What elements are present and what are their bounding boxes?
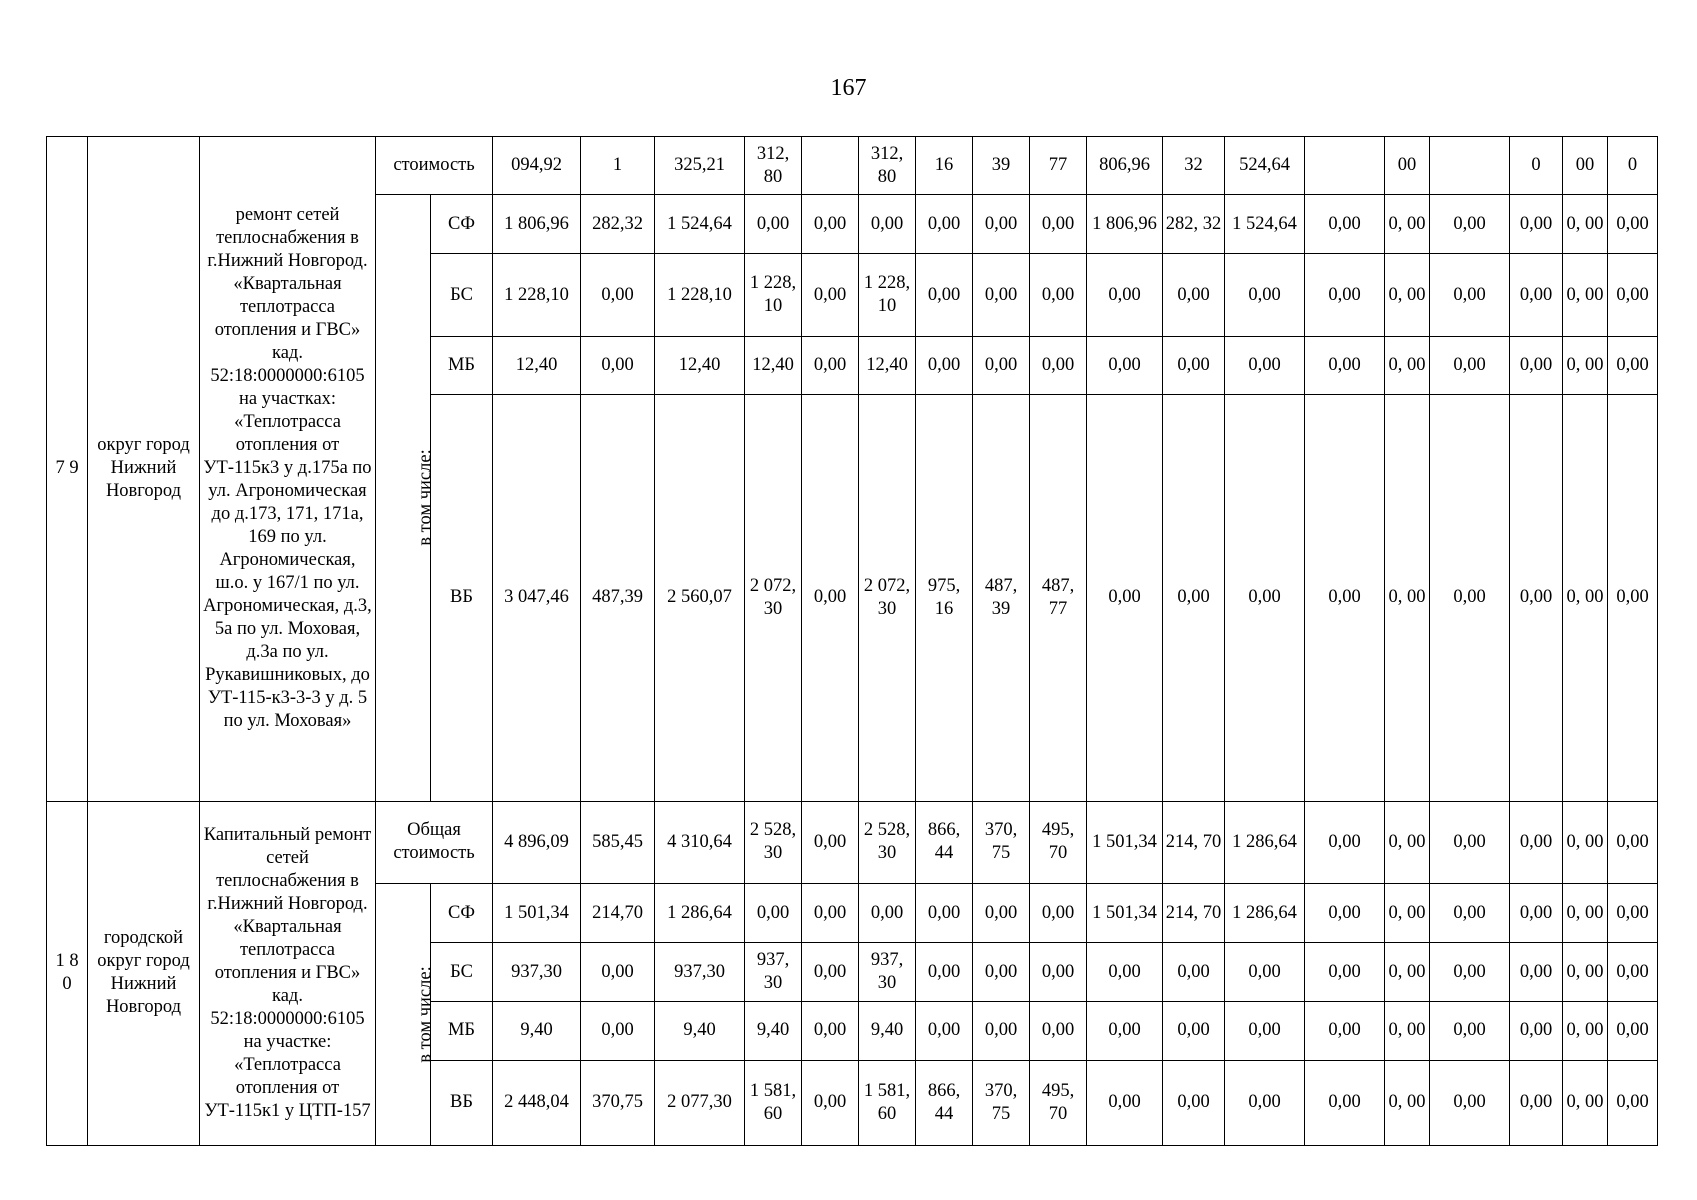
value-cell: 0, 00: [1563, 394, 1608, 801]
value-cell: 1 806,96: [493, 195, 581, 254]
value-cell: 0, 00: [1563, 254, 1608, 336]
financing-table: [46, 136, 1658, 1146]
value-cell: 12,40: [745, 336, 802, 394]
value-cell: 0, 00: [1385, 1060, 1430, 1145]
total-value-cell: 214, 70: [1163, 801, 1225, 883]
including-label: в том числе:: [415, 966, 436, 1063]
value-cell: 12,40: [859, 336, 916, 394]
total-value-cell: 77: [1030, 137, 1087, 195]
value-cell: 2 560,07: [655, 394, 745, 801]
value-cell: 0,00: [1087, 254, 1163, 336]
value-cell: 0,00: [581, 254, 655, 336]
total-value-cell: 866, 44: [916, 801, 973, 883]
value-cell: 0,00: [1430, 943, 1510, 1002]
value-cell: 0, 00: [1563, 883, 1608, 942]
value-cell: 0,00: [1305, 943, 1385, 1002]
value-cell: 2 448,04: [493, 1060, 581, 1145]
total-value-cell: 0, 00: [1385, 801, 1430, 883]
value-cell: 370,75: [581, 1060, 655, 1145]
value-cell: 0,00: [802, 394, 859, 801]
total-value-cell: 0,00: [1430, 801, 1510, 883]
value-cell: 0,00: [1163, 336, 1225, 394]
value-cell: 282, 32: [1163, 195, 1225, 254]
value-cell: 0,00: [1608, 1060, 1658, 1145]
value-cell: 0,00: [1430, 883, 1510, 942]
row-number: 1 8 0: [47, 801, 88, 1145]
value-cell: 0,00: [916, 883, 973, 942]
total-value-cell: 1: [581, 137, 655, 195]
value-cell: 0,00: [1087, 943, 1163, 1002]
total-value-cell: [1430, 137, 1510, 195]
value-cell: 3 047,46: [493, 394, 581, 801]
total-label: стоимость: [376, 137, 493, 195]
value-cell: 0,00: [581, 943, 655, 1002]
total-value-cell: 0: [1510, 137, 1563, 195]
funding-source-label: МБ: [431, 1002, 493, 1060]
value-cell: 0,00: [1163, 1060, 1225, 1145]
owner-cell: округ город Нижний Новгород: [88, 137, 200, 802]
value-cell: 2 077,30: [655, 1060, 745, 1145]
including-label: в том числе:: [415, 449, 436, 547]
total-value-cell: 806,96: [1087, 137, 1163, 195]
value-cell: 12,40: [493, 336, 581, 394]
total-value-cell: 0,00: [802, 801, 859, 883]
value-cell: 0, 00: [1385, 883, 1430, 942]
value-cell: 1 581, 60: [745, 1060, 802, 1145]
value-cell: 0,00: [1030, 336, 1087, 394]
value-cell: 0,00: [1608, 943, 1658, 1002]
value-cell: 0,00: [802, 254, 859, 336]
total-value-cell: [802, 137, 859, 195]
value-cell: 0,00: [973, 254, 1030, 336]
value-cell: 0, 00: [1563, 1002, 1608, 1060]
value-cell: 0,00: [581, 1002, 655, 1060]
including-label-cell: [376, 883, 436, 1145]
value-cell: 0,00: [973, 943, 1030, 1002]
value-cell: 0,00: [916, 195, 973, 254]
value-cell: 0,00: [1087, 1002, 1163, 1060]
value-cell: 487, 39: [973, 394, 1030, 801]
value-cell: 9,40: [745, 1002, 802, 1060]
value-cell: 0,00: [1225, 336, 1305, 394]
value-cell: 0,00: [1430, 195, 1510, 254]
value-cell: 0,00: [1305, 394, 1385, 801]
value-cell: 0,00: [802, 883, 859, 942]
value-cell: 0,00: [1608, 195, 1658, 254]
value-cell: 0,00: [1305, 1002, 1385, 1060]
value-cell: 937, 30: [745, 943, 802, 1002]
value-cell: 0,00: [581, 336, 655, 394]
value-cell: 1 228, 10: [745, 254, 802, 336]
funding-source-label: СФ: [431, 195, 493, 254]
total-value-cell: 00: [1385, 137, 1430, 195]
value-cell: 0,00: [1030, 254, 1087, 336]
value-cell: 282,32: [581, 195, 655, 254]
value-cell: 937,30: [493, 943, 581, 1002]
value-cell: 0,00: [1510, 943, 1563, 1002]
value-cell: 0, 00: [1385, 336, 1430, 394]
value-cell: 0,00: [1163, 394, 1225, 801]
value-cell: 0,00: [1225, 394, 1305, 801]
value-cell: 0,00: [1225, 1002, 1305, 1060]
table-row: [47, 137, 1658, 195]
total-value-cell: 495, 70: [1030, 801, 1087, 883]
value-cell: 0,00: [1510, 1060, 1563, 1145]
value-cell: 0,00: [1225, 254, 1305, 336]
total-value-cell: 370, 75: [973, 801, 1030, 883]
total-value-cell: 1 286,64: [1225, 801, 1305, 883]
value-cell: 0,00: [802, 943, 859, 1002]
funding-source-label: БС: [431, 254, 493, 336]
value-cell: 1 501,34: [493, 883, 581, 942]
value-cell: 0,00: [1163, 254, 1225, 336]
total-value-cell: 16: [916, 137, 973, 195]
value-cell: 1 286,64: [1225, 883, 1305, 942]
value-cell: 0, 00: [1385, 943, 1430, 1002]
value-cell: 0,00: [973, 336, 1030, 394]
total-value-cell: 32: [1163, 137, 1225, 195]
funding-source-label: ВБ: [431, 394, 493, 801]
value-cell: 0, 00: [1563, 943, 1608, 1002]
value-cell: 0,00: [1163, 1002, 1225, 1060]
value-cell: 0,00: [916, 254, 973, 336]
value-cell: 0,00: [802, 195, 859, 254]
value-cell: 0,00: [1087, 394, 1163, 801]
total-value-cell: 585,45: [581, 801, 655, 883]
total-value-cell: 524,64: [1225, 137, 1305, 195]
value-cell: 0,00: [1030, 1002, 1087, 1060]
total-value-cell: 325,21: [655, 137, 745, 195]
value-cell: 0,00: [859, 195, 916, 254]
value-cell: 0,00: [1305, 336, 1385, 394]
value-cell: 9,40: [493, 1002, 581, 1060]
total-value-cell: 1 501,34: [1087, 801, 1163, 883]
value-cell: 0,00: [1305, 195, 1385, 254]
total-value-cell: 0,00: [1305, 801, 1385, 883]
value-cell: 487, 77: [1030, 394, 1087, 801]
value-cell: 0, 00: [1563, 1060, 1608, 1145]
description-cell: ремонт сетей теплоснабжения в г.Нижний Новгород. «Квартальная теплотрасса отопления и ГВС» кад. 52:18:0000000:6105 на участках: «Теплотрасса отопления от УТ-115к3 у д.175а по ул. Агрономическая до д.173, 171, 171а, 169 по ул. Агрономическая, ш.о. у 167/1 по ул. Агрономическая, д.3, 5а по ул. Моховая, д.3а по ул. Рукавишниковых, до УТ-115-к3-3-3 у д. 5 по ул. Моховая»: [200, 137, 376, 802]
total-value-cell: 0,00: [1510, 801, 1563, 883]
value-cell: 0, 00: [1385, 254, 1430, 336]
value-cell: 0,00: [802, 1002, 859, 1060]
value-cell: 0,00: [1225, 1060, 1305, 1145]
description-cell: Капитальный ремонт сетей теплоснабжения в г.Нижний Новгород. «Квартальная теплотрасса отопления и ГВС» кад. 52:18:0000000:6105 на участке: «Теплотрасса отопления от УТ-115к1 у ЦТП-157: [200, 801, 376, 1145]
total-value-cell: 0,00: [1608, 801, 1658, 883]
value-cell: 0,00: [1030, 943, 1087, 1002]
value-cell: 0,00: [745, 883, 802, 942]
value-cell: 1 581, 60: [859, 1060, 916, 1145]
value-cell: 0,00: [973, 195, 1030, 254]
table-row: [47, 801, 1658, 883]
value-cell: 0,00: [1305, 1060, 1385, 1145]
value-cell: 0,00: [1163, 943, 1225, 1002]
value-cell: 0,00: [916, 1002, 973, 1060]
total-value-cell: 0: [1608, 137, 1658, 195]
total-value-cell: 00: [1563, 137, 1608, 195]
total-value-cell: [1305, 137, 1385, 195]
value-cell: 0,00: [1430, 1002, 1510, 1060]
total-value-cell: 39: [973, 137, 1030, 195]
value-cell: 214, 70: [1163, 883, 1225, 942]
value-cell: 0,00: [1430, 1060, 1510, 1145]
value-cell: 0,00: [1087, 1060, 1163, 1145]
total-value-cell: 0, 00: [1563, 801, 1608, 883]
total-value-cell: 312, 80: [745, 137, 802, 195]
value-cell: 1 806,96: [1087, 195, 1163, 254]
including-label-cell: [376, 195, 436, 801]
value-cell: 0,00: [1430, 336, 1510, 394]
value-cell: 0,00: [1608, 1002, 1658, 1060]
value-cell: 866, 44: [916, 1060, 973, 1145]
value-cell: 0,00: [1510, 394, 1563, 801]
value-cell: 0, 00: [1563, 195, 1608, 254]
value-cell: 0,00: [1510, 883, 1563, 942]
value-cell: 0,00: [1608, 254, 1658, 336]
value-cell: 0,00: [802, 1060, 859, 1145]
value-cell: 2 072, 30: [745, 394, 802, 801]
value-cell: 0,00: [1608, 336, 1658, 394]
value-cell: 0,00: [1305, 254, 1385, 336]
value-cell: 495, 70: [1030, 1060, 1087, 1145]
value-cell: 12,40: [655, 336, 745, 394]
value-cell: 9,40: [655, 1002, 745, 1060]
value-cell: 1 501,34: [1087, 883, 1163, 942]
value-cell: 0,00: [1608, 883, 1658, 942]
funding-source-label: СФ: [431, 883, 493, 942]
value-cell: 214,70: [581, 883, 655, 942]
page-number: 167: [830, 75, 867, 101]
value-cell: 0,00: [1305, 883, 1385, 942]
value-cell: 0,00: [1608, 394, 1658, 801]
value-cell: 0,00: [1225, 943, 1305, 1002]
value-cell: 0,00: [1030, 195, 1087, 254]
table-body: [47, 137, 1658, 1146]
value-cell: 1 286,64: [655, 883, 745, 942]
value-cell: 0,00: [1510, 1002, 1563, 1060]
value-cell: 2 072, 30: [859, 394, 916, 801]
total-value-cell: 312, 80: [859, 137, 916, 195]
value-cell: 0,00: [1510, 336, 1563, 394]
value-cell: 0, 00: [1563, 336, 1608, 394]
total-label: Общая стоимость: [376, 801, 493, 883]
value-cell: 0,00: [1430, 394, 1510, 801]
value-cell: 0,00: [1030, 883, 1087, 942]
value-cell: 1 524,64: [1225, 195, 1305, 254]
value-cell: 0,00: [1510, 195, 1563, 254]
owner-cell: городской округ город Нижний Новгород: [88, 801, 200, 1145]
value-cell: 975, 16: [916, 394, 973, 801]
funding-source-label: ВБ: [431, 1060, 493, 1145]
value-cell: 1 228, 10: [859, 254, 916, 336]
total-value-cell: 4 310,64: [655, 801, 745, 883]
value-cell: 1 228,10: [493, 254, 581, 336]
value-cell: 0,00: [802, 336, 859, 394]
total-value-cell: 2 528, 30: [745, 801, 802, 883]
value-cell: 0,00: [1510, 254, 1563, 336]
value-cell: 0,00: [859, 883, 916, 942]
value-cell: 487,39: [581, 394, 655, 801]
value-cell: 0,00: [1430, 254, 1510, 336]
funding-source-label: МБ: [431, 336, 493, 394]
value-cell: 370, 75: [973, 1060, 1030, 1145]
value-cell: 0,00: [916, 943, 973, 1002]
row-number: 7 9: [47, 137, 88, 802]
value-cell: 0,00: [916, 336, 973, 394]
value-cell: 0,00: [1087, 336, 1163, 394]
funding-source-label: БС: [431, 943, 493, 1002]
value-cell: 937, 30: [859, 943, 916, 1002]
total-value-cell: 2 528, 30: [859, 801, 916, 883]
value-cell: 1 228,10: [655, 254, 745, 336]
value-cell: 0,00: [973, 1002, 1030, 1060]
total-value-cell: 4 896,09: [493, 801, 581, 883]
value-cell: 0,00: [745, 195, 802, 254]
value-cell: 0,00: [973, 883, 1030, 942]
value-cell: 0, 00: [1385, 1002, 1430, 1060]
value-cell: 1 524,64: [655, 195, 745, 254]
value-cell: 9,40: [859, 1002, 916, 1060]
value-cell: 0, 00: [1385, 195, 1430, 254]
total-value-cell: 094,92: [493, 137, 581, 195]
value-cell: 937,30: [655, 943, 745, 1002]
value-cell: 0, 00: [1385, 394, 1430, 801]
